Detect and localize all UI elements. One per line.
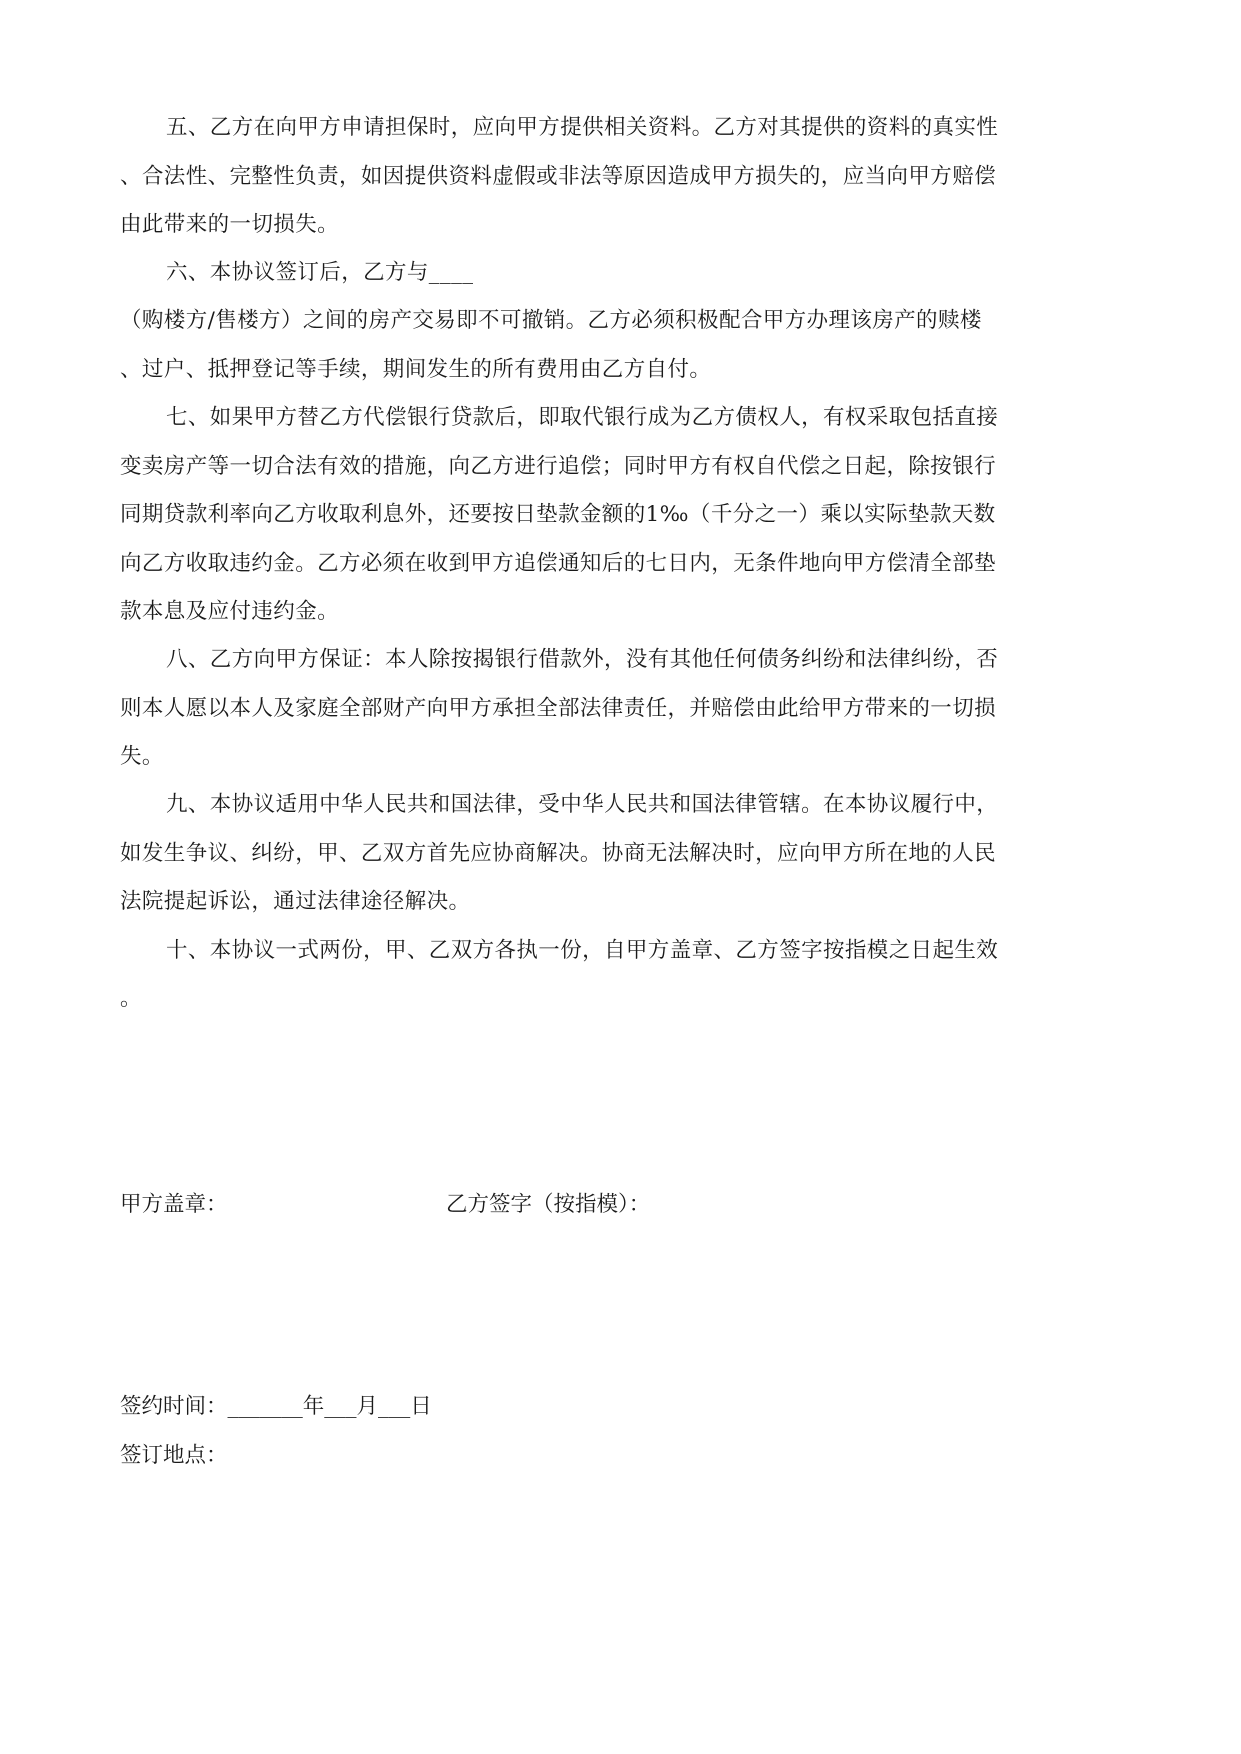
clause-line: 变卖房产等一切合法有效的措施，向乙方进行追偿；同时甲方有权自代偿之日起，除按银行 xyxy=(120,454,997,479)
clause-line: 由此带来的一切损失。 xyxy=(120,212,340,237)
signing-date-line: 签约时间：_______年___月___日 xyxy=(120,1394,432,1419)
clause-line: 七、如果甲方替乙方代偿银行贷款后，即取代银行成为乙方债权人，有权采取包括直接 xyxy=(166,405,999,430)
clause-line: 九、本协议适用中华人民共和国法律，受中华人民共和国法律管辖。在本协议履行中， xyxy=(166,792,999,817)
party-b-signature-label: 乙方签字（按指模）： xyxy=(446,1192,651,1217)
clause-line: 六、本协议签订后，乙方与____ xyxy=(166,260,474,285)
clause-line: 五、乙方在向甲方申请担保时，应向甲方提供相关资料。乙方对其提供的资料的真实性 xyxy=(166,115,999,140)
clause-line: 八、乙方向甲方保证：本人除按揭银行借款外，没有其他任何债务纠纷和法律纠纷，否 xyxy=(166,647,999,672)
clause-line: 款本息及应付违约金。 xyxy=(120,599,340,624)
clause-line: 如发生争议、纠纷，甲、乙双方首先应协商解决。协商无法解决时，应向甲方所在地的人民 xyxy=(120,841,997,866)
clause-line: （购楼方/售楼方）之间的房产交易即不可撤销。乙方必须积极配合甲方办理该房产的赎楼 xyxy=(120,308,982,333)
signing-place-line: 签订地点： xyxy=(120,1443,228,1468)
clause-line: 、过户、抵押登记等手续，期间发生的所有费用由乙方自付。 xyxy=(120,357,712,382)
clause-line: 法院提起诉讼，通过法律途径解决。 xyxy=(120,889,471,914)
clause-line: 向乙方收取违约金。乙方必须在收到甲方追偿通知后的七日内，无条件地向甲方偿清全部垫 xyxy=(120,551,997,576)
party-a-seal-label: 甲方盖章： xyxy=(120,1192,228,1217)
clause-line: 、合法性、完整性负责，如因提供资料虚假或非法等原因造成甲方损失的，应当向甲方赔偿 xyxy=(120,164,997,189)
clause-line: 则本人愿以本人及家庭全部财产向甲方承担全部法律责任，并赔偿由此给甲方带来的一切损 xyxy=(120,696,997,721)
clause-line: 。 xyxy=(120,986,142,1011)
clause-line: 同期贷款利率向乙方收取利息外，还要按日垫款金额的1‰（千分之一）乘以实际垫款天数 xyxy=(120,502,996,527)
clause-line: 失。 xyxy=(120,744,164,769)
clause-line: 十、本协议一式两份，甲、乙双方各执一份，自甲方盖章、乙方签字按指模之日起生效 xyxy=(166,938,999,963)
